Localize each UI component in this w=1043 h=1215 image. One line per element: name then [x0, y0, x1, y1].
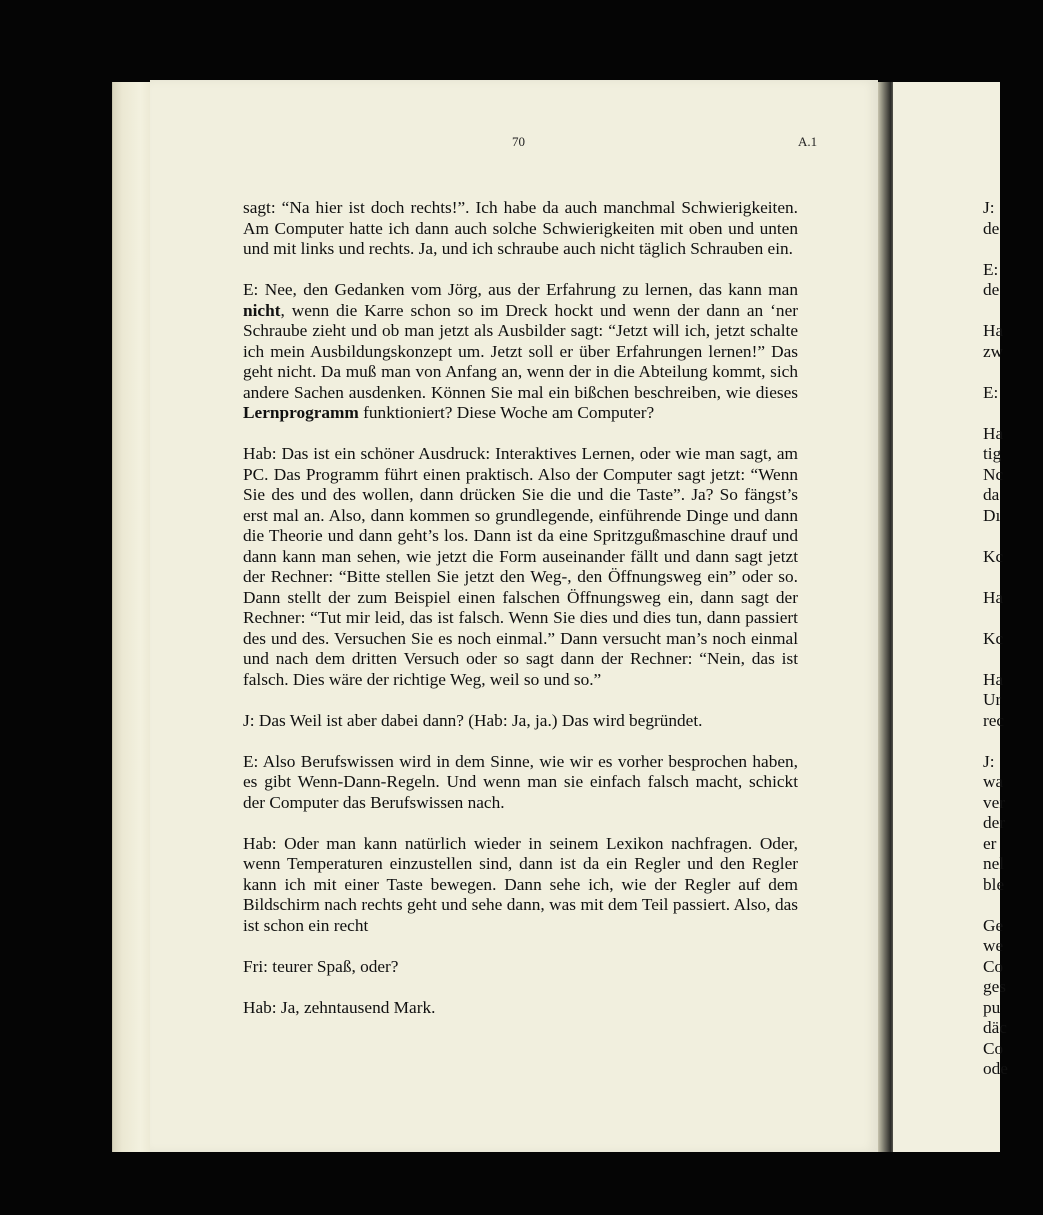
right-page-fragment: zw [983, 341, 1004, 361]
right-page-fragment [983, 362, 1043, 383]
bold-text: Lernprogramm [243, 403, 359, 422]
section-marker: A.1 [798, 134, 818, 149]
paragraph [243, 280, 798, 424]
right-page-fragment: Ha [983, 321, 1004, 340]
right-page-fragment: Ge [983, 915, 1004, 935]
right-page-fragment: er [983, 833, 997, 853]
paragraph: Hab: Oder man kann natürlich wieder in seinem Lexikon nachfragen. Oder, wenn Temperaturen einzustellen sind, dann ist da ein Regler und den Regler kann ich mit einer Taste bewegen. Dann sehe ich, wie der Regler auf dem Bildschirm nach rechts geht und sehe dann, was mit dem Teil passiert. Also, das ist schon ein recht [243, 833, 798, 935]
right-page-fragment: ode [983, 1059, 1008, 1078]
bold-text: nicht [243, 300, 281, 320]
right-page-fragment: J: [983, 751, 995, 771]
right-page-fragment: wa [983, 772, 1004, 791]
right-page-fragment [983, 239, 1043, 260]
right-page-fragment: rec [983, 710, 1005, 730]
paragraph: Fri: teurer Spaß, oder? [243, 956, 399, 976]
right-page-fragment: E: [983, 382, 999, 402]
right-page-fragment: ble [983, 874, 1005, 894]
right-page-fragment [983, 731, 1043, 752]
right-page-fragment: der [983, 813, 1006, 832]
right-page-fragment: pu [983, 997, 1001, 1017]
body-text [243, 198, 798, 1039]
right-page-fragment: ges [983, 977, 1007, 996]
right-page-fragment: Kc [983, 546, 1004, 566]
right-page-fragment: Kc [983, 628, 1004, 648]
right-page-fragment: nel [983, 854, 1005, 873]
right-page-fragment: tig [983, 444, 1002, 463]
right-page-fragment: Co [983, 1038, 1004, 1058]
right-page-fragment: we [983, 936, 1004, 955]
text-run: , wenn die Karre schon so im Dreck hockt und wenn der dann an ‘ner Schraube zieht und ob man jetzt als Ausbilder sagt: “Jetzt will ich, jetzt schalte ich mein Ausbildungskonzept um. Jetzt soll er über Erfahrungen lernen!” Das geht nicht. Da muß man von Anfang an, wenn der in die Abteilung kommt, sich andere Sachen ausdenken. Können Sie mal ein bißchen beschreiben, wie dieses [243, 300, 798, 402]
right-page-fragment: Ur [983, 690, 1002, 709]
paragraph: E: Also Berufswissen wird in dem Sinne, wie wir es vorher besprochen haben, es gibt Wenn-Dann-Regeln. Und wenn man sie einfach falsch macht, schickt der Computer das Berufswissen nach. [243, 751, 798, 812]
right-page-fragment [983, 567, 1043, 588]
right-page-fragment: Ha [983, 587, 1004, 607]
paragraph: J: Das Weil ist aber dabei dann? (Hab: Ja, ja.) Das wird begründet. [243, 710, 703, 730]
right-page-fragment: E: [983, 259, 999, 279]
paragraph: Hab: Das ist ein schöner Ausdruck: Interaktives Lernen, oder wie man sagt, am PC. Das Programm führt einen praktisch. Also der Computer sagt jetzt: “Wenn Sie des und des wollen, dann drücken Sie die und die Taste”. Ja? So fängst’s erst mal an. Also, dann kommen so grundlegende, einführende Dinge und dann die Theorie und dann geht’s los. Dann ist da eine Spritzgußmaschine drauf und dann kann man sehen, wie jetzt die Form auseinander fällt und dann sagt jetzt der Rechner: “Bitte stellen Sie jetzt den Weg-, den Öffnungsweg ein” oder so. Dann stellt der zum Beispiel einen falschen Öffnungsweg ein, dann sagt der Rechner: “Tut mir leid, das ist falsch. Wenn Sie dies und dies tun, dann passiert des und des. Versuchen Sie es noch einmal.” Dann versucht man’s noch einmal und nach dem dritten Versuch oder so sagt dann der Rechner: “Nein, das ist falsch. Dies wäre der richtige Weg, weil so und so.” [243, 444, 798, 689]
paragraph: Hab: Ja, zehntausend Mark. [243, 997, 436, 1017]
right-page-fragment [983, 403, 1043, 424]
right-page-fragment: Nc [983, 464, 1004, 484]
right-page-text-fragments [983, 198, 1043, 1080]
right-page-fragment [983, 608, 1043, 629]
right-page-fragment [983, 895, 1043, 916]
right-page-fragment [983, 649, 1043, 670]
right-page-fragment: däc [983, 1018, 1007, 1037]
right-page-fragment [983, 301, 1043, 322]
right-page-fragment: Ha [983, 423, 1004, 443]
right-page-fragment: Ha [983, 669, 1004, 689]
right-page-fragment [983, 526, 1043, 547]
text-run: E: Nee, den Gedanken vom Jörg, aus der Erfahrung zu lernen, das kann man [243, 280, 798, 299]
right-page-fragment: Co [983, 956, 1004, 976]
text-run: funktioniert? Diese Woche am Computer? [358, 403, 655, 422]
right-page-fragment: Dı [983, 505, 1001, 525]
right-page-fragment: ver [983, 792, 1006, 812]
paragraph: sagt: “Na hier ist doch rechts!”. Ich habe da auch manchmal Schwierigkeiten. Am Computer hatte ich dann auch solche Schwierigkeiten mit oben und unten und mit links und rechts. Ja, und ich schraube auch nicht täglich Schrauben ein. [243, 198, 798, 258]
right-page-fragment: J: [983, 198, 995, 217]
page-number: 70 [512, 134, 525, 149]
right-page-fragment: de [983, 280, 1000, 299]
right-page-fragment: de [983, 218, 1000, 238]
right-page-fragment: da [983, 485, 1000, 504]
